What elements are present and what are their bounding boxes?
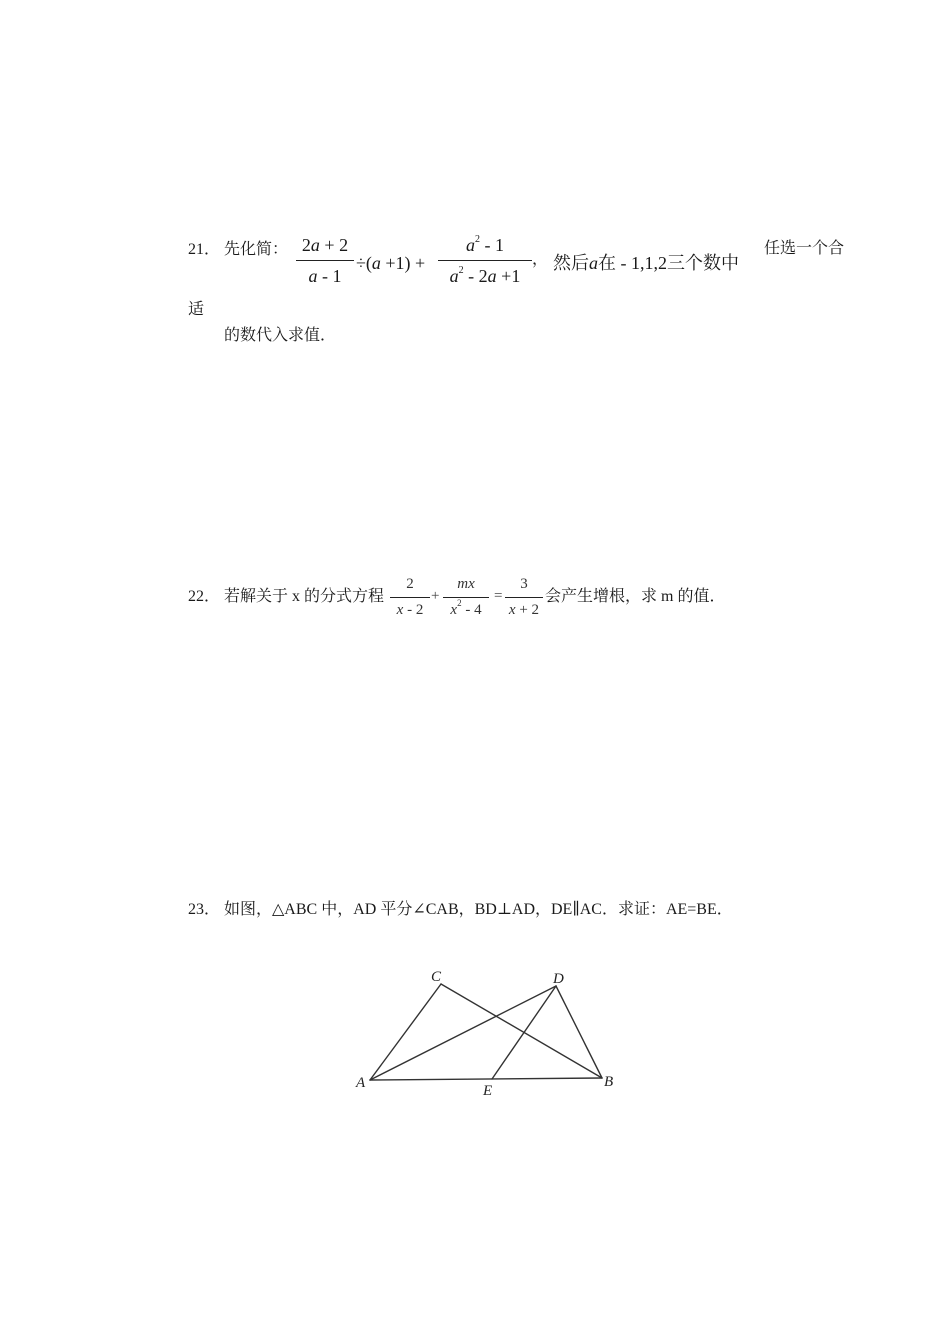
q22-equals: = <box>494 588 503 604</box>
q22-fraction-1: 2 x - 2 <box>390 577 430 618</box>
q23-geometry-figure <box>340 960 640 1100</box>
q22-fraction-2: mx $x^2 - 4$ <box>443 577 489 618</box>
q21-wrap-line-2: 的数代入求值． <box>224 327 337 344</box>
q22-number: 22． <box>188 588 221 605</box>
q21-tail: 任选一个合 <box>764 240 845 257</box>
label-E: E <box>483 1083 493 1099</box>
segment-DE <box>492 986 556 1079</box>
label-B: B <box>604 1074 614 1090</box>
q22-plus: + <box>431 588 440 604</box>
q22-tail: 会产生增根，求 m 的值． <box>545 588 726 605</box>
segment-AD <box>370 986 556 1080</box>
segment-AC <box>370 984 441 1080</box>
q21-comma: ， <box>532 251 549 268</box>
q21-fraction-1: 2a + 2 a - 1 <box>296 236 354 285</box>
label-A: A <box>356 1075 366 1091</box>
q21-then-clause: 然后a在 - 1,1,2三个数中 <box>553 253 739 273</box>
q22-lead: 若解关于 x 的分式方程 <box>224 588 385 605</box>
q22-fraction-3: 3 x + 2 <box>505 577 543 618</box>
q21-lead: 先化简： <box>224 241 289 258</box>
q21-fraction-2: $a^2 - 1$ $a^2 - 2a +1$ <box>438 236 532 285</box>
segment-AB <box>370 1078 602 1080</box>
q21-number: 21． <box>188 241 221 258</box>
q21-divide-term: ÷(a +1) + <box>356 253 426 273</box>
q23-number: 23． <box>188 901 221 918</box>
label-C: C <box>431 969 442 985</box>
label-D: D <box>553 971 564 987</box>
q23-text: 如图，△ABC 中，AD 平分∠CAB，BD⊥AD，DE∥AC．求证：AE=BE． <box>224 901 733 918</box>
q21-wrap-line-1: 适 <box>188 301 205 318</box>
